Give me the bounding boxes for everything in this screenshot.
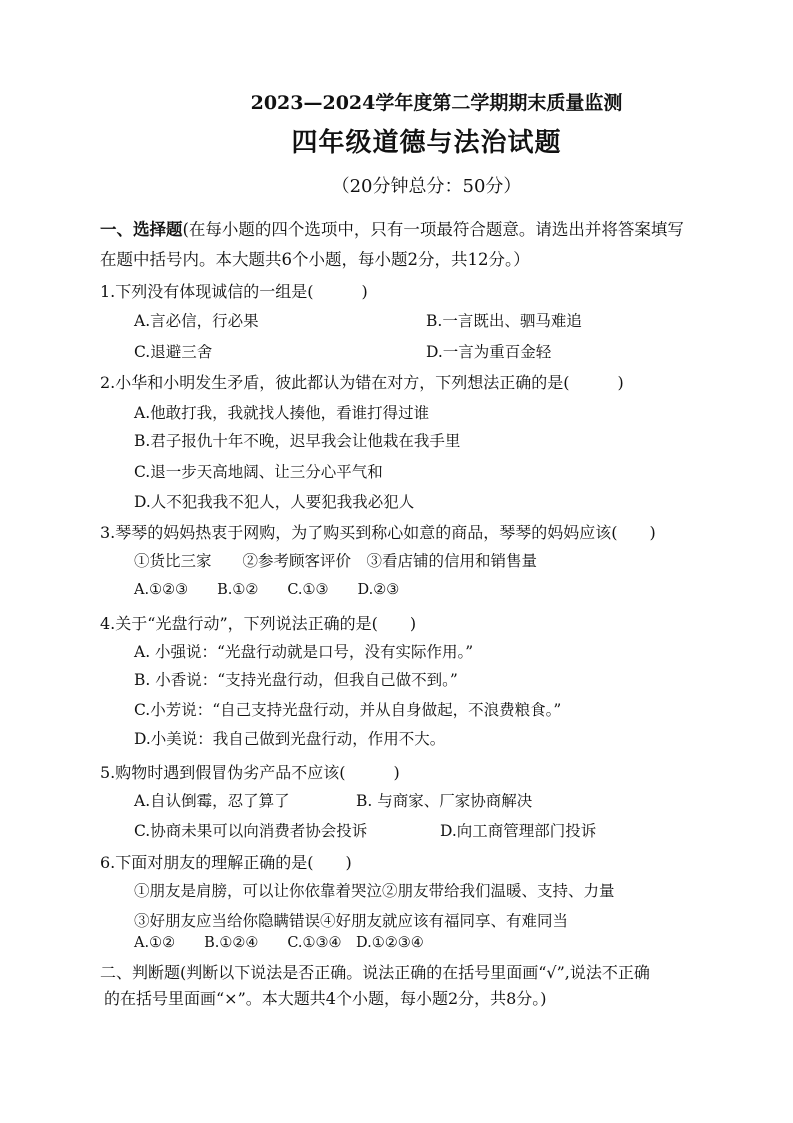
q2-stem: 2.小华和小明发生矛盾，彼此都认为错在对方，下列想法正确的是( ) (100, 373, 624, 392)
exam-title-year: 2023—2024学年度第二学期期末质量监测 (250, 92, 623, 114)
section1-heading-text: (在每小题的四个选项中，只有一项最符合题意。请选出并将答案填写 (182, 220, 684, 239)
q2-option-a: A.他敢打我，我就找人揍他，看谁打得过谁 (134, 404, 430, 422)
q4-option-d: D.小美说：我自己做到光盘行动，作用不大。 (134, 730, 446, 748)
section1-heading-line2: 在题中括号内。本大题共6个小题，每小题2分，共12分。） (100, 250, 530, 269)
q1-option-b: B.一言既出、驷马难追 (426, 312, 582, 330)
q4-option-c: C.小芳说：“自己支持光盘行动，并从自身做起，不浪费粮食。” (134, 701, 562, 719)
q6-stem: 6.下面对朋友的理解正确的是( ) (100, 853, 352, 872)
q6-items-line2: ③好朋友应当给你隐瞒错误④好朋友就应该有福同享、有难同当 (134, 912, 569, 930)
q5-stem: 5.购物时遇到假冒伪劣产品不应该( ) (100, 763, 400, 782)
q4-option-a: A. 小强说：“光盘行动就是口号，没有实际作用。” (134, 643, 474, 661)
q3-items: ①货比三家 ②参考顾客评价 ③看店铺的信用和销售量 (134, 552, 538, 570)
section2-heading: 二、判断题(判断以下说法是否正确。说法正确的在括号里面画“√”,说法不正确 (100, 963, 650, 982)
q5-option-a: A.自认倒霉，忍了算了 (134, 792, 290, 810)
q3-stem: 3.琴琴的妈妈热衷于网购，为了购买到称心如意的商品，琴琴的妈妈应该( ) (100, 523, 656, 542)
q6-items-line1: ①朋友是肩膀，可以让你依靠着哭泣②朋友带给我们温暖、支持、力量 (134, 882, 615, 900)
q6-options: A.①② B.①②④ C.①③④ D.①②③④ (134, 935, 424, 951)
section1-heading (100, 216, 684, 240)
q4-stem: 4.关于“光盘行动”，下列说法正确的是( ) (100, 614, 417, 633)
q5-option-d: D.向工商管理部门投诉 (440, 822, 597, 840)
q4-option-b: B. 小香说：“支持光盘行动，但我自己做不到。” (134, 671, 458, 689)
q2-option-c: C.退一步天高地阔、让三分心平气和 (134, 463, 383, 481)
q5-option-c: C.协商未果可以向消费者协会投诉 (134, 822, 368, 840)
exam-title-time-score: （20分钟总分：50分） (331, 176, 522, 197)
q5-option-b: B. 与商家、厂家协商解决 (356, 792, 533, 810)
q1-option-a: A.言必信，行必果 (134, 312, 259, 330)
exam-title-subject: 四年级道德与法治试题 (291, 128, 562, 158)
q2-option-b: B.君子报仇十年不晚，迟早我会让他栽在我手里 (134, 432, 461, 450)
q3-options: A.①②③ B.①② C.①③ D.②③ (134, 582, 400, 598)
q1-stem: 1.下列没有体现诚信的一组是( ) (100, 282, 368, 301)
section2-heading-line2: 的在括号里面画“×”。本大题共4个小题，每小题2分，共8分。) (104, 989, 547, 1008)
q1-option-c: C.退避三舍 (134, 343, 213, 361)
section1-heading-label: 一、选择题 (100, 220, 183, 239)
q2-option-d: D.人不犯我我不犯人，人要犯我我必犯人 (134, 493, 415, 511)
q1-option-d: D.一言为重百金轻 (426, 343, 552, 361)
